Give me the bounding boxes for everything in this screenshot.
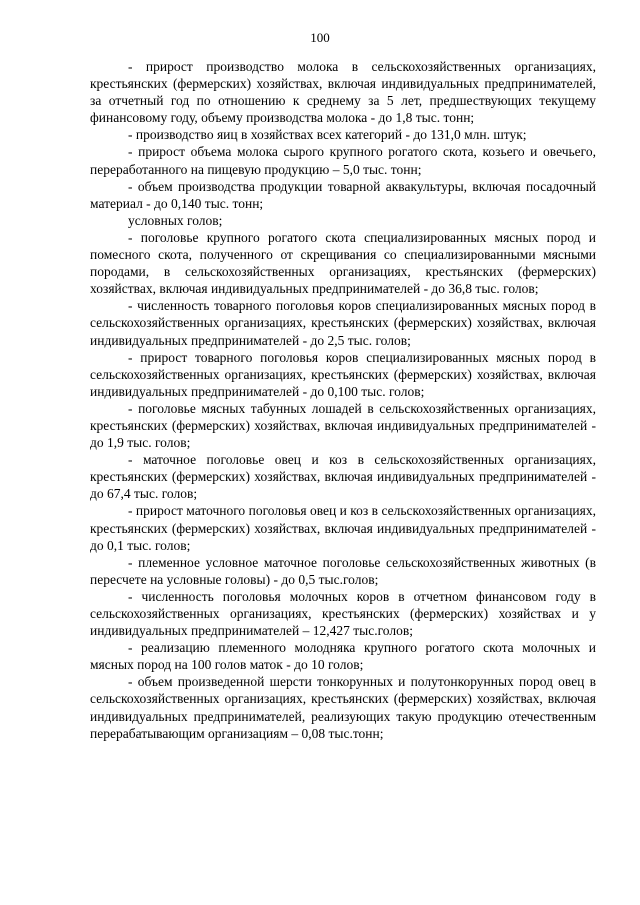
paragraph-egg-production: - производство яиц в хозяйствах всех категорий - до 131,0 млн. штук; [128, 127, 527, 143]
paragraph-sheep-goats-growth: - прирост маточного поголовья овец и коз в сельскохозяйственных организациях, крестьянских (фермерских) хозяйствах, включая индивидуальных предпринимателей - до 0,1 тыс. голов; [90, 503, 596, 553]
paragraph-beef-cows-count: - численность товарного поголовья коров специализированных мясных пород в сельскохозяйственных организациях, крестьянских (фермерских) хозяйствах, включая индивидуальных предпринимателей - до 2,5 тыс. голов; [90, 298, 596, 348]
paragraph-beef-cattle-herd: - поголовье крупного рогатого скота специализированных мясных пород и помесного скота, полученного от скрещивания со специализированными мясными породами, в сельскохозяйственных организациях, крестьянских (фермерских) хозяйствах, включая индивидуальных предпринимателей - до 36,8 тыс. голов; [90, 229, 596, 297]
paragraph-conditional-heads: условных голов; [128, 212, 223, 228]
paragraph-sheep-goats: - маточное поголовье овец и коз в сельскохозяйственных организациях, крестьянских (фермерских) хозяйствах, включая индивидуальных предпринимателей - до 67,4 тыс. голов; [90, 452, 596, 502]
paragraph-beef-cows-growth: - прирост товарного поголовья коров специализированных мясных пород в сельскохозяйственных организациях, крестьянских (фермерских) хозяйствах, включая индивидуальных предпринимателей - до 0,100 тыс. голов; [90, 349, 596, 399]
paragraph-herd-horses: - поголовье мясных табунных лошадей в сельскохозяйственных организациях, крестьянских (фермерских) хозяйствах, включая индивидуальных предпринимателей - до 1,9 тыс. голов; [90, 400, 596, 451]
document-body [90, 58, 596, 742]
paragraph-wool-production: - объем произведенной шерсти тонкорунных и полутонкорунных пород овец в сельскохозяйственных организациях, крестьянских (фермерских) хозяйствах, включая индивидуальных предпринимателей, реализующих такую продукцию отечественным перерабатывающим организациям – 0,08 тыс.тонн; [90, 674, 596, 741]
paragraph-breeding-livestock: - племенное условное маточное поголовье сельскохозяйственных животных (в пересчете на условные головы) - до 0,5 тыс.голов; [90, 554, 596, 587]
paragraph-aquaculture: - объем производства продукции товарной аквакультуры, включая посадочный материал - до 0,140 тыс. тонн; [90, 178, 596, 211]
page-number: 100 [310, 30, 330, 45]
paragraph-milk-growth: - прирост производство молока в сельскохозяйственных организациях, крестьянских (фермерских) хозяйствах, включая индивидуальных предпринимателей, за отчетный год по отношению к среднему за 5 лет, предшествующих текущему финансовому году, объему производства молока - до 1,8 тыс. тонн; [90, 59, 596, 126]
paragraph-milk-processing: - прирост объема молока сырого крупного рогатого скота, козьего и овечьего, переработанного на пищевую продукцию – 5,0 тыс. тонн; [90, 144, 596, 177]
paragraph-dairy-cows: - численность поголовья молочных коров в отчетном финансовом году в сельскохозяйственных организациях, крестьянских (фермерских) хозяйствах и у индивидуальных предпринимателей – 12,427 тыс.голов; [90, 588, 596, 639]
paragraph-breeding-young-stock: - реализацию племенного молодняка крупного рогатого скота молочных и мясных пород на 100 голов маток - до 10 голов; [90, 640, 596, 673]
